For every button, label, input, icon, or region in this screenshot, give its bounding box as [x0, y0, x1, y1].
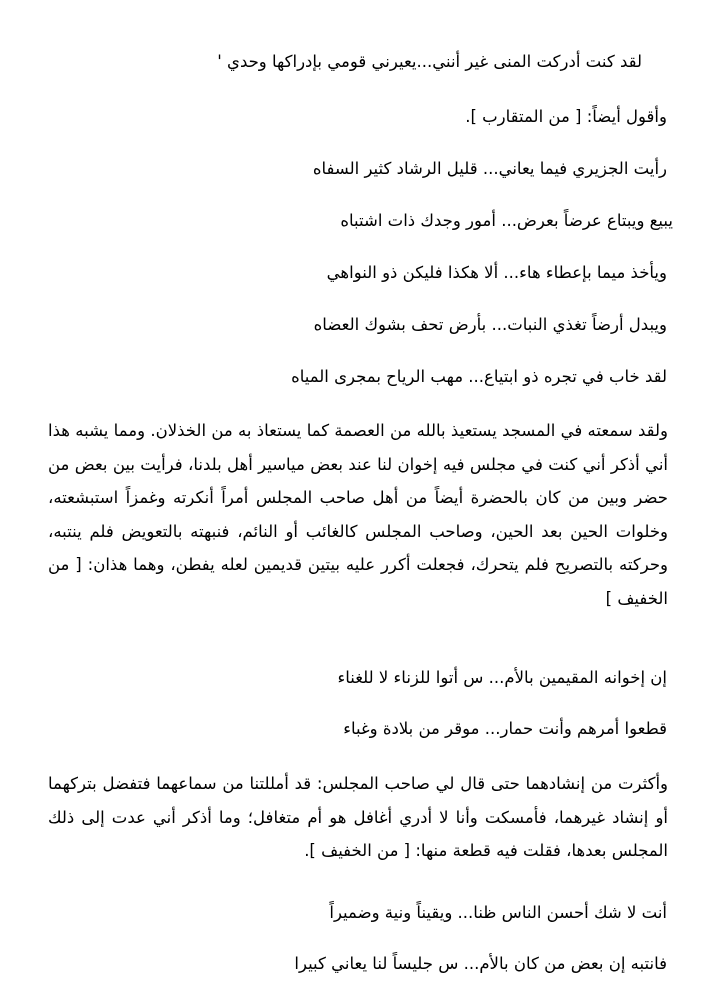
verse-line: ويبدل أرضاً تغذي النبات... بأرض تحف بشوك العضاه [313, 315, 667, 334]
verse-line: أنت لا شك أحسن الناس ظنا... ويقيناً ونية وضميراً [329, 903, 667, 922]
verse-line: ويأخذ ميما بإعطاء هاء... ألا هكذا فليكن ذو النواهي [326, 263, 667, 282]
prose-paragraph: ولقد سمعته في المسجد يستعيذ بالله من العصمة كما يستعاذ به من الخذلان. ومما يشبه هذا أني أذكر أني كنت في مجلس فيه إخوان لنا عند بعض مياسير أهل بلدنا، فرأيت بين بعض من حضر وبين من كان بالحضرة أيضاً من أهل صاحب المجلس أمراً أنكرته وغمزاً استبشعته، وخلوات الحين بعد الحين، وصاحب المجلس كالغائب أو النائم، فنبهته بالتعويض فلم ينتبه، وحركته بالتصريح فلم يتحرك، فجعلت أكرر عليه بيتين قديمين لعله يفطن، وهما هذان: [ من الخفيف ] [48, 421, 668, 608]
verse-line: يبيع ويبتاع عرضاً بعرض... أمور وجدك ذات اشتباه [340, 211, 673, 230]
verse-line: فانتبه إن بعض من كان بالأم... س جليساً لنا يعاني كبيرا [294, 954, 667, 973]
verse-line: قطعوا أمرهم وأنت حمار... موقر من بلادة وغباء [343, 719, 667, 738]
verse-line: إن إخوانه المقيمين بالأم... س أتوا للزناء لا للغناء [337, 668, 667, 687]
verse-line: لقد خاب في تجره ذو ابتياع... مهب الرياح بمجرى المياه [291, 367, 667, 386]
prose-paragraph: وأكثرت من إنشادهما حتى قال لي صاحب المجلس: قد أمللتنا من سماعهما فتفضل بتركهما أو إنشاد غيرهما، فأمسكت وأنا لا أدري أغافل هو أم متغافل؛ وما أذكر أني عدت إلى ذلك المجلس بعدها، فقلت فيه قطعة منها: [ من الخفيف ]. [48, 774, 668, 860]
verse-line: رأيت الجزيري فيما يعاني... قليل الرشاد كثير السفاه [312, 159, 667, 178]
verse-line: لقد كنت أدركت المنى غير أنني...يعيرني قومي بإدراكها وحدي ' [217, 52, 642, 71]
meter-note: وأقول أيضاً: [ من المتقارب ]. [465, 107, 667, 126]
